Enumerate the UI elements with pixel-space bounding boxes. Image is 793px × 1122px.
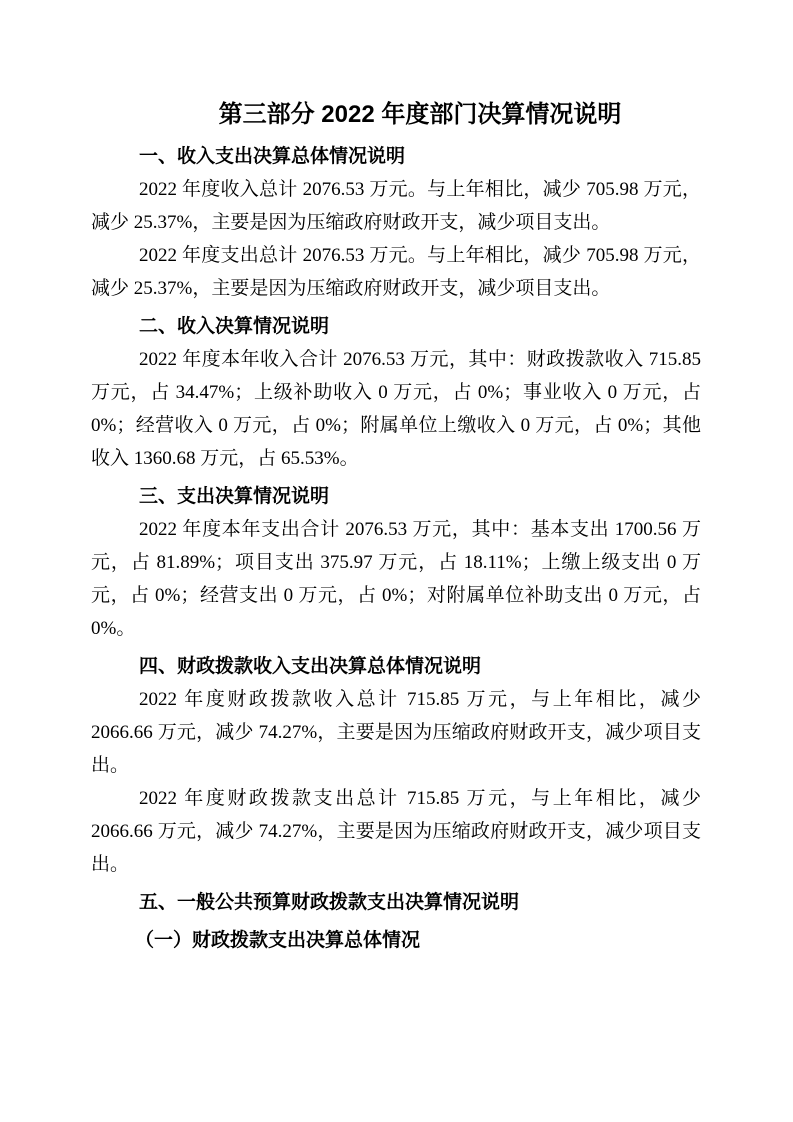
section-heading-5: 五、一般公共预算财政拨款支出决算情况说明 <box>139 892 520 913</box>
section-heading-3: 三、支出决算情况说明 <box>139 486 330 507</box>
paragraph-expenditure-breakdown: 2022 年度本年支出合计 2076.53 万元，其中：基本支出 1700.56 万元，占 81.89%；项目支出 375.97 万元，占 18.11%；上缴上级支出 0 万元，占 0%；经营支出 0 万元，占 0%；对附属单位补助支出 0 万元，占 0%。 <box>91 519 701 639</box>
section-income-details <box>91 310 701 475</box>
paragraph-fiscal-expenditure: 2022 年度财政拨款支出总计 715.85 万元，与上年相比，减少 2066.66 万元，减少 74.27%，主要是因为压缩政府财政开支，减少项目支出。 <box>91 788 701 875</box>
section-heading-2: 二、收入决算情况说明 <box>139 316 330 337</box>
paragraph-fiscal-income: 2022 年度财政拨款收入总计 715.85 万元，与上年相比，减少 2066.66 万元，减少 74.27%，主要是因为压缩政府财政开支，减少项目支出。 <box>91 689 701 776</box>
paragraph-income-breakdown: 2022 年度本年收入合计 2076.53 万元，其中：财政拨款收入 715.85 万元，占 34.47%；上级补助收入 0 万元，占 0%；事业收入 0 万元，占 0%；经营收入 0 万元，占 0%；附属单位上缴收入 0 万元，占 0%；其他收入 1360.68 万元，占 65.53%。 <box>91 349 701 469</box>
section-fiscal-appropriation-overview <box>91 650 701 881</box>
paragraph-total-expenditure: 2022 年度支出总计 2076.53 万元。与上年相比，减少 705.98 万元，减少 25.37%，主要是因为压缩政府财政开支，减少项目支出。 <box>91 245 701 299</box>
section-heading-1: 一、收入支出决算总体情况说明 <box>139 146 406 167</box>
section-income-expenditure-overview <box>91 140 701 305</box>
document-title: 第三部分 2022 年度部门决算情况说明 <box>218 101 622 128</box>
section-public-budget-expenditure <box>91 886 701 957</box>
section-subheading-5-1: （一）财政拨款支出决算总体情况 <box>135 930 421 951</box>
section-expenditure-details <box>91 480 701 645</box>
paragraph-total-income: 2022 年度收入总计 2076.53 万元。与上年相比，减少 705.98 万元，减少 25.37%，主要是因为压缩政府财政开支，减少项目支出。 <box>91 179 701 233</box>
section-heading-4: 四、财政拨款收入支出决算总体情况说明 <box>139 656 482 677</box>
